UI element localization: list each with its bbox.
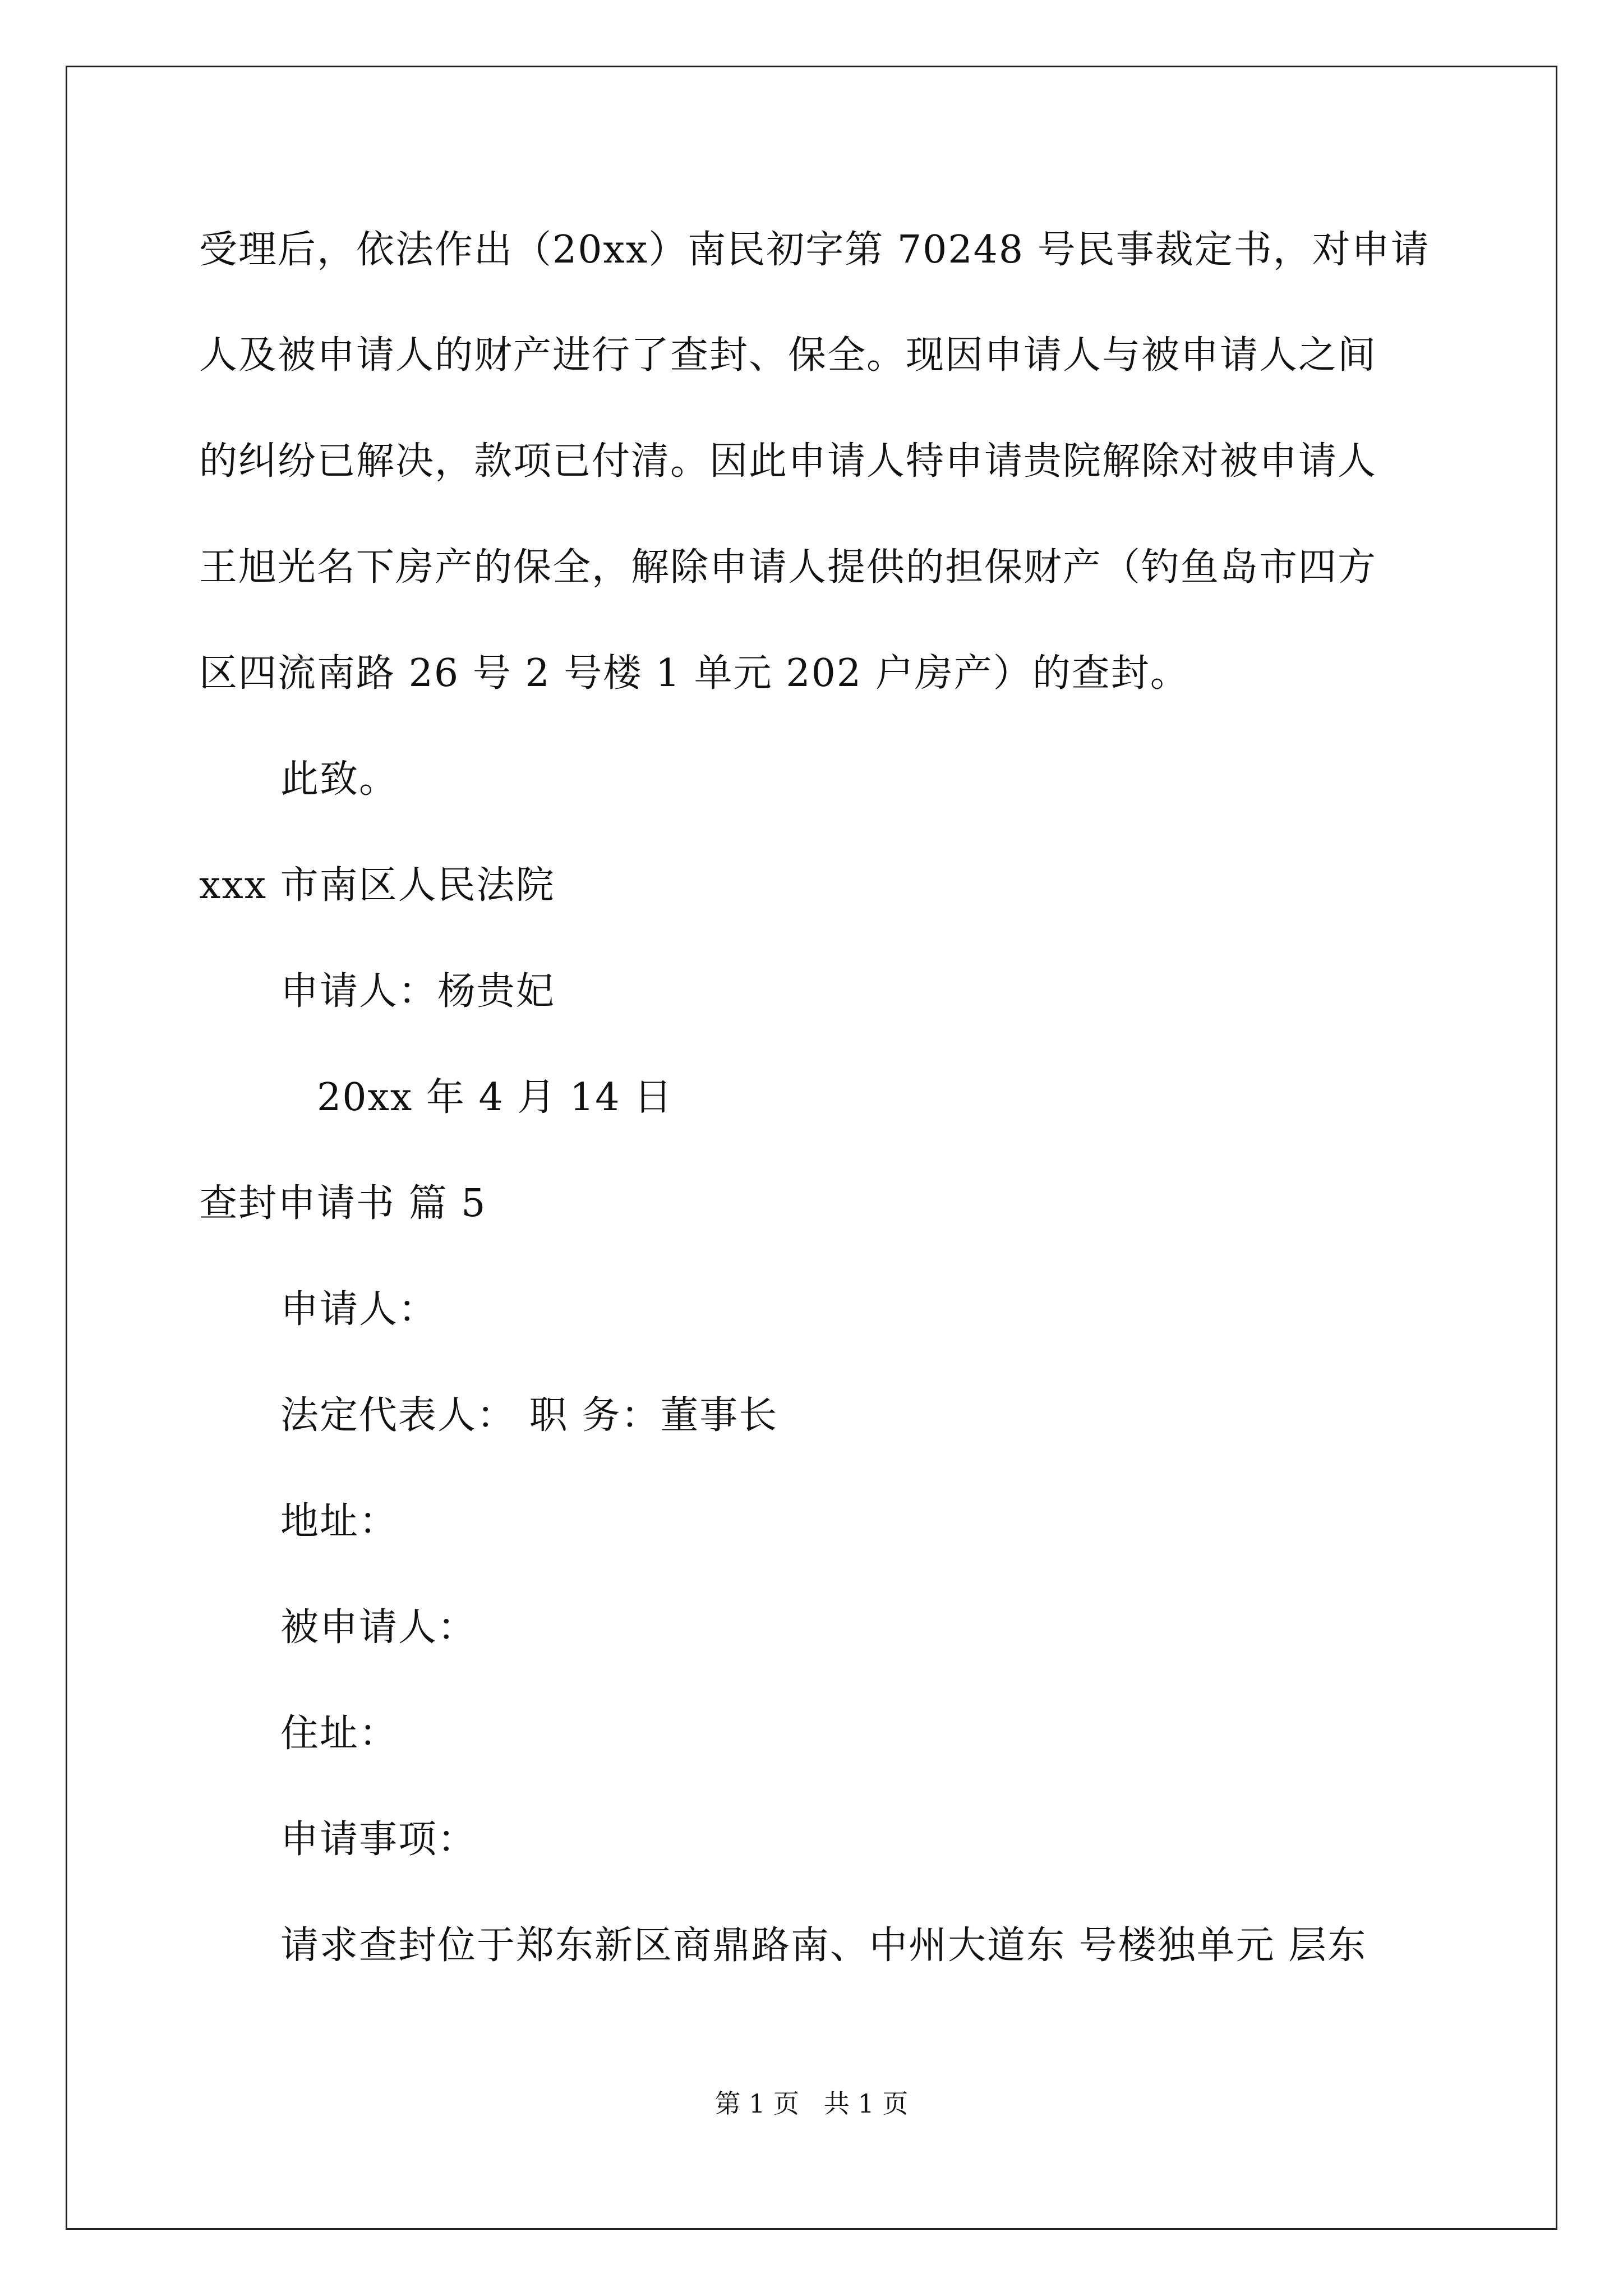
respondent-field: 被申请人： xyxy=(280,1605,477,1650)
applicant-signature: 申请人：杨贵妃 xyxy=(280,969,556,1014)
court-name: xxx 市南区人民法院 xyxy=(199,863,555,908)
body-text-line: 受理后，依法作出（20xx）南民初字第 70248 号民事裁定书，对申请 xyxy=(199,228,1430,272)
request-items-heading: 申请事项： xyxy=(280,1818,477,1862)
page-border xyxy=(66,66,1557,2230)
residence-field: 住址： xyxy=(280,1711,399,1756)
body-text-line: 王旭光名下房产的保全，解除申请人提供的担保财产（钓鱼岛市四方 xyxy=(199,545,1377,590)
body-text-line: 区四流南路 26 号 2 号楼 1 单元 202 户房产）的查封。 xyxy=(199,651,1189,696)
request-text: 请求查封位于郑东新区商鼎路南、中州大道东 号楼独单元 层东 xyxy=(280,1924,1367,1968)
address-field: 地址： xyxy=(280,1499,399,1544)
document-date: 20xx 年 4 月 14 日 xyxy=(317,1075,674,1120)
body-text-line: 人及被申请人的财产进行了查封、保全。现因申请人与被申请人之间 xyxy=(199,333,1377,378)
body-text-line: 的纠纷已解决，款项已付清。因此申请人特申请贵院解除对被申请人 xyxy=(199,439,1377,484)
closing-text: 此致。 xyxy=(280,757,399,802)
page-footer: 第 1 页 共 1 页 xyxy=(714,2088,909,2119)
applicant-field: 申请人： xyxy=(280,1287,438,1332)
section-title: 查封申请书 篇 5 xyxy=(199,1181,487,1226)
legal-representative-field: 法定代表人： 职 务：董事长 xyxy=(280,1393,778,1438)
